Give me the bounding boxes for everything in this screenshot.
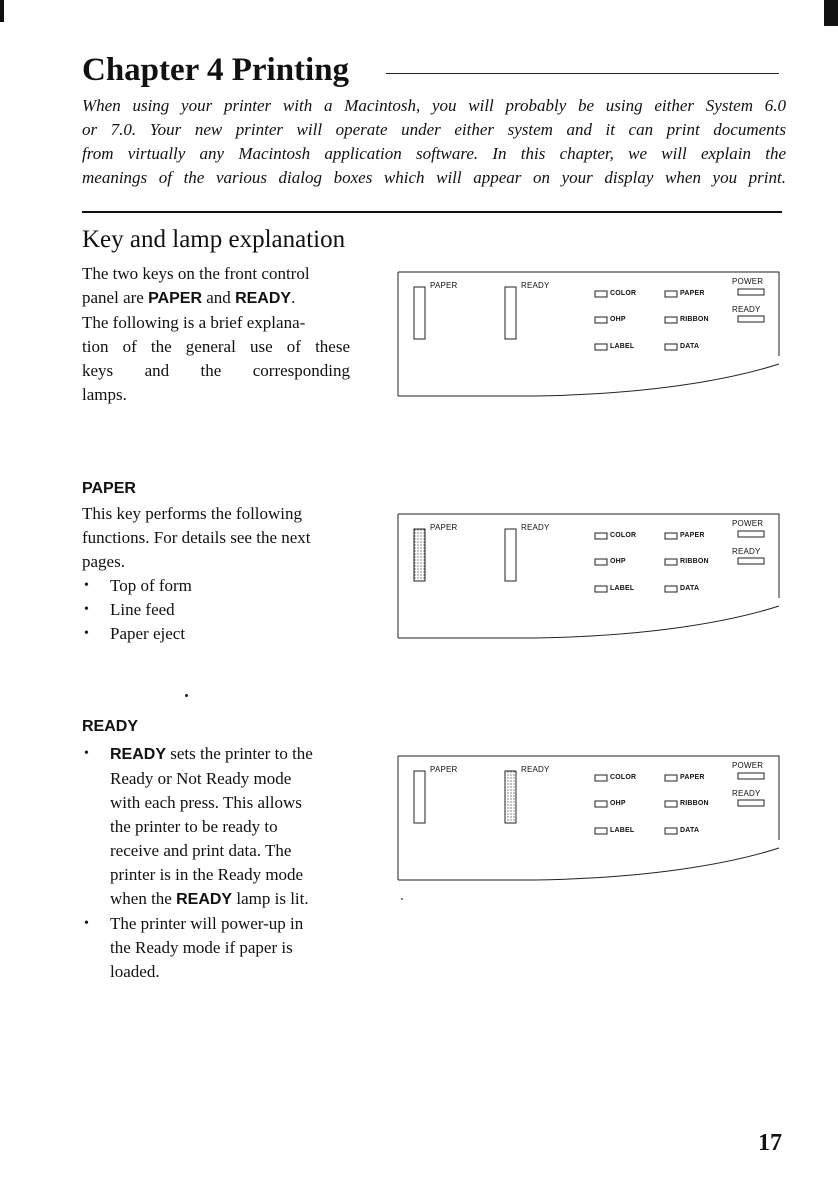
intro-text-line: lamps.: [82, 385, 127, 404]
ready-lamp-label: READY: [732, 547, 761, 556]
paper-key-label: PAPER: [430, 281, 458, 290]
paper-key: [414, 771, 425, 823]
ready-text-line: Ready or Not Ready mode: [110, 769, 292, 788]
power-lamp-label: POWER: [732, 761, 764, 770]
color-lamp-label: COLOR: [610, 290, 637, 297]
list-item: [82, 742, 357, 912]
chapter-intro: [82, 94, 786, 190]
data-lamp: [665, 828, 677, 834]
label-lamp: [595, 586, 607, 592]
ribbon-lamp: [665, 559, 677, 565]
ready-keyword: READY: [235, 290, 292, 307]
list-item: • Top of form: [82, 574, 357, 598]
ready-description-list: [82, 742, 357, 984]
ready-text-line: receive and print data. The: [110, 841, 292, 860]
title-rule: [386, 73, 779, 74]
ready-key: [505, 287, 516, 339]
ready-text-line: [110, 742, 357, 767]
ribbon-lamp: [665, 317, 677, 323]
ready-keyword: READY: [176, 891, 233, 908]
stray-dot: [185, 694, 188, 697]
ohp-lamp-label: OHP: [610, 800, 626, 807]
ready-text-line: loaded.: [110, 962, 160, 981]
paper-text-line: pages.: [82, 552, 125, 571]
ready-lamp: [738, 558, 764, 564]
color-lamp: [595, 533, 607, 539]
power-lamp-label: POWER: [732, 519, 764, 528]
paper-lamp: [665, 291, 677, 297]
ohp-lamp: [595, 559, 607, 565]
ohp-lamp: [595, 317, 607, 323]
data-lamp: [665, 586, 677, 592]
intro-text-line: [82, 286, 350, 311]
ready-lamp-label: READY: [732, 305, 761, 314]
panel-bottom-curve: [398, 848, 779, 880]
data-lamp: [665, 344, 677, 350]
intro-text-line: tion of the general use of these: [82, 337, 350, 356]
paper-text-line: functions. For details see the next: [82, 528, 311, 547]
power-lamp: [738, 289, 764, 295]
text-run: and: [202, 288, 236, 307]
color-lamp: [595, 291, 607, 297]
paper-function-list: [82, 574, 357, 646]
ribbon-lamp: [665, 801, 677, 807]
text-run: sets the printer to the: [166, 744, 313, 763]
text-run: panel are: [82, 288, 149, 307]
page-number: 17: [758, 1130, 782, 1156]
control-panel-diagram-paper-lit: [396, 508, 780, 640]
paper-subheading: PAPER: [82, 480, 136, 497]
intro-text-line: keys and the corresponding: [82, 361, 350, 380]
scan-edge-mark-left: [0, 0, 4, 22]
list-item: [82, 912, 357, 984]
paper-keyword: PAPER: [148, 290, 203, 307]
control-panel-diagram: [396, 266, 780, 398]
ready-keyword: READY: [110, 746, 167, 763]
ready-key: [505, 529, 516, 581]
ready-key-label: READY: [521, 765, 550, 774]
section-rule: [82, 211, 782, 213]
intro-line: When using your printer with a Macintosh, you will probably be using either System 6.0: [82, 96, 786, 115]
paper-lamp: [665, 533, 677, 539]
intro-line: or 7.0. Your new printer will operate under either system and it can print documents: [82, 120, 786, 139]
intro-text-line: The following is a brief explana-: [82, 313, 306, 332]
ready-lamp-label: READY: [732, 789, 761, 798]
paper-lamp: [665, 775, 677, 781]
intro-line: meanings of the various dialog boxes which will appear on your display when you print.: [82, 168, 786, 187]
power-lamp-label: POWER: [732, 277, 764, 286]
key-lamp-intro: [82, 262, 350, 407]
label-lamp-label: LABEL: [610, 585, 635, 592]
list-item: • Line feed: [82, 598, 357, 622]
intro-text-line: The two keys on the front control: [82, 264, 310, 283]
ready-text-line: printer is in the Ready mode: [110, 865, 304, 884]
chapter-title: Chapter 4 Printing: [82, 52, 350, 88]
label-lamp-label: LABEL: [610, 827, 635, 834]
section-heading: Key and lamp explanation: [82, 226, 346, 253]
paper-lamp-label: PAPER: [680, 532, 705, 539]
ohp-lamp-label: OHP: [610, 558, 626, 565]
text-run: when the: [110, 889, 177, 908]
color-lamp: [595, 775, 607, 781]
panel-bottom-curve: [398, 364, 779, 396]
ready-text-line: the printer to be ready to: [110, 817, 278, 836]
ohp-lamp-label: OHP: [610, 316, 626, 323]
ribbon-lamp-label: RIBBON: [680, 558, 709, 565]
ribbon-lamp-label: RIBBON: [680, 316, 709, 323]
ready-subheading: READY: [82, 718, 139, 735]
power-lamp: [738, 773, 764, 779]
paper-key-label: PAPER: [430, 523, 458, 532]
ribbon-lamp-label: RIBBON: [680, 800, 709, 807]
paper-lamp-label: PAPER: [680, 774, 705, 781]
ready-lamp: [738, 316, 764, 322]
control-panel-diagram-ready-lit: [396, 750, 780, 882]
color-lamp-label: COLOR: [610, 774, 637, 781]
scan-edge-mark-right: [824, 0, 838, 26]
paper-description: [82, 502, 350, 574]
ready-lamp: [738, 800, 764, 806]
paper-text-line: This key performs the following: [82, 504, 303, 523]
paper-key: [414, 287, 425, 339]
stray-dot: [401, 898, 403, 900]
data-lamp-label: DATA: [680, 827, 700, 834]
ohp-lamp: [595, 801, 607, 807]
label-lamp-label: LABEL: [610, 343, 635, 350]
power-lamp: [738, 531, 764, 537]
paper-lamp-label: PAPER: [680, 290, 705, 297]
ready-text-line: with each press. This allows: [110, 793, 302, 812]
ready-key-label: READY: [521, 281, 550, 290]
paper-key: [414, 529, 425, 581]
text-run: .: [291, 288, 296, 307]
intro-line: from virtually any Macintosh application software. In this chapter, we will explain the: [82, 144, 786, 163]
label-lamp: [595, 828, 607, 834]
text-run: lamp is lit.: [232, 889, 309, 908]
data-lamp-label: DATA: [680, 585, 700, 592]
panel-bottom-curve: [398, 606, 779, 638]
ready-text-line: the Ready mode if paper is: [110, 938, 293, 957]
list-item: • Paper eject: [82, 622, 357, 646]
ready-text-line: • The printer will power-up in: [110, 914, 304, 933]
label-lamp: [595, 344, 607, 350]
paper-key-label: PAPER: [430, 765, 458, 774]
ready-text-line: [110, 887, 357, 912]
ready-key-label: READY: [521, 523, 550, 532]
data-lamp-label: DATA: [680, 343, 700, 350]
ready-key: [505, 771, 516, 823]
color-lamp-label: COLOR: [610, 532, 637, 539]
